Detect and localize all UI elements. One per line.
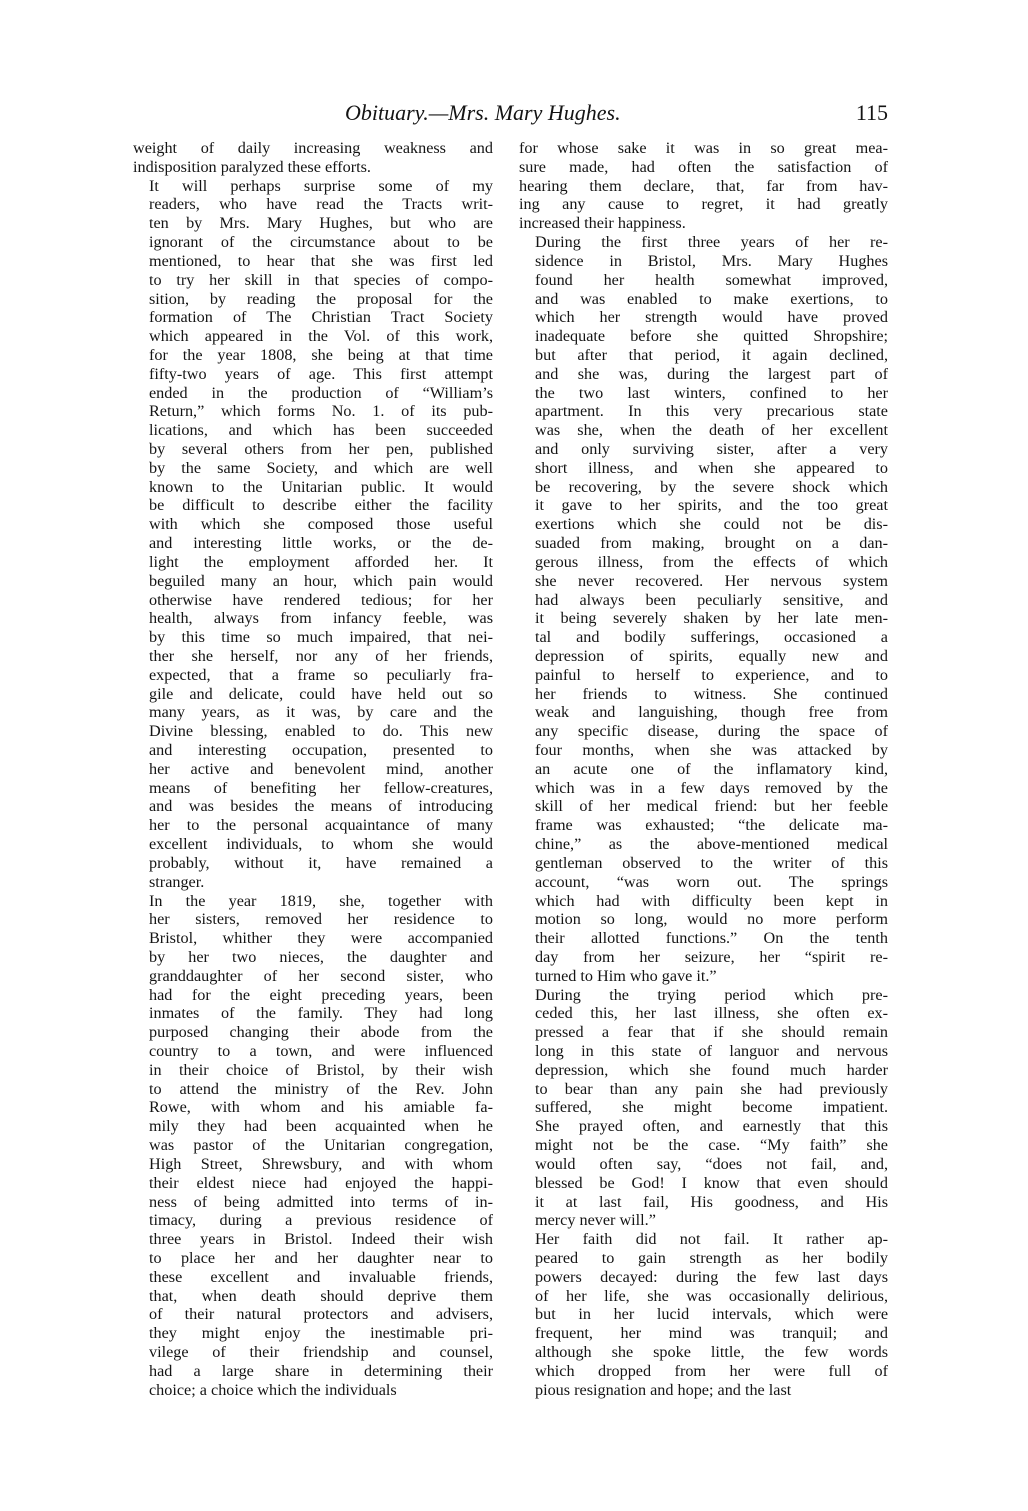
text-line: ceded this, her last illness, she often ex-: [535, 1004, 888, 1023]
text-line: Divine blessing, enabled to do. This new: [149, 722, 493, 741]
text-line: her active and benevolent mind, another: [149, 759, 493, 778]
text-line: exertions which she could not be dis-: [535, 515, 888, 534]
text-line: indisposition paralyzed these efforts.: [133, 157, 371, 176]
text-line: although she spoke little, the few words: [535, 1343, 888, 1361]
text-line: four months, when she was attacked by: [535, 741, 888, 759]
text-line: depression, which she found much harder: [535, 1060, 888, 1079]
text-line: chine,” as the above-mentioned medical: [535, 835, 888, 854]
text-line: to attend the ministry of the Rev. John: [149, 1079, 493, 1098]
text-line: vilege of their friendship and counsel,: [149, 1343, 493, 1361]
text-line: frame was exhausted; “the delicate ma-: [535, 816, 888, 835]
text-line: in their choice of Bristol, by their wish: [149, 1060, 493, 1079]
text-line: sure made, had often the satisfaction of: [519, 157, 888, 176]
text-line: probably, without it, have remained a: [149, 853, 493, 872]
text-line: gerous illness, from the effects of which: [535, 552, 888, 571]
text-line: ten by Mrs. Mary Hughes, but who are: [149, 214, 493, 233]
text-line: Return,” which forms No. 1. of its pub-: [149, 402, 493, 421]
text-line: During the trying period which pre-: [535, 985, 888, 1004]
text-line: and interesting occupation, presented to: [149, 741, 493, 759]
text-line: was she, when the death of her excellent: [535, 421, 888, 440]
left-column: [133, 139, 493, 1399]
text-line: inadequate before she quitted Shropshire;: [535, 327, 888, 346]
running-title: Obituary.—Mrs. Mary Hughes.: [345, 100, 621, 125]
text-line: these excellent and invaluable friends,: [149, 1267, 493, 1286]
text-line: painful to herself to experience, and to: [535, 665, 888, 684]
text-line: ness of being admitted into terms of in-: [149, 1192, 493, 1211]
text-line: for whose sake it was in so great mea-: [519, 139, 888, 157]
text-line: of her life, she was occasionally delirious,: [535, 1286, 888, 1305]
text-line: by several others from her pen, published: [149, 440, 493, 458]
text-line: choice; a choice which the individuals: [149, 1380, 397, 1399]
text-line: ended in the production of “William’s: [149, 383, 493, 402]
text-line: increased their happiness.: [519, 214, 686, 233]
text-line: Rowe, with whom and his amiable fa-: [149, 1098, 493, 1117]
text-line: sition, by reading the proposal for the: [149, 289, 493, 308]
text-line: mercy never will.”: [535, 1211, 656, 1230]
text-line: which appeared in the Vol. of this work,: [149, 327, 493, 346]
text-line: light the employment afforded her. It: [149, 552, 493, 571]
text-line: be recovering, by the severe shock which: [535, 477, 888, 496]
text-line: skill of her medical friend: but her feeble: [535, 797, 888, 816]
text-line: and only surviving sister, after a very: [535, 440, 888, 458]
text-line: weak and languishing, though free from: [535, 703, 888, 722]
text-line: but in her lucid intervals, which were: [535, 1305, 888, 1324]
text-line: mily they had been acquainted when he: [149, 1117, 493, 1136]
text-line: sidence in Bristol, Mrs. Mary Hughes: [535, 251, 888, 270]
text-line: During the first three years of her re-: [535, 233, 888, 252]
text-line: It will perhaps surprise some of my: [149, 176, 493, 195]
text-line: she never recovered. Her nervous system: [535, 571, 888, 590]
text-line: to try her skill in that species of compo-: [149, 270, 493, 289]
text-line: long in this state of languor and nervous: [535, 1042, 888, 1060]
text-line: readers, who have read the Tracts writ-: [149, 195, 493, 214]
text-line: and was besides the means of introducing: [149, 797, 493, 816]
text-line: powers decayed: during the few last days: [535, 1267, 888, 1286]
text-line: their eldest niece had enjoyed the happi-: [149, 1173, 493, 1192]
paragraph: [133, 892, 493, 1400]
text-line: country to a town, and were influenced: [149, 1042, 493, 1060]
text-line: granddaughter of her second sister, who: [149, 966, 493, 985]
text-line: might not be the case. “My faith” she: [535, 1136, 888, 1155]
text-line: motion so long, would no more perform: [535, 910, 888, 929]
text-line: it gave to her spirits, and the too great: [535, 496, 888, 515]
text-line: expected, that a frame so peculiarly fra-: [149, 665, 493, 684]
text-line: had a large share in determining their: [149, 1361, 493, 1380]
text-line: known to the Unitarian public. It would: [149, 477, 493, 496]
text-line: excellent individuals, to whom she would: [149, 835, 493, 854]
text-line: suaded from making, brought on a dan-: [535, 534, 888, 553]
text-line: otherwise have rendered tedious; for her: [149, 590, 493, 609]
text-line: by the same Society, and which are well: [149, 458, 493, 477]
text-line: means of benefiting her fellow-creatures,: [149, 778, 493, 797]
text-line: an acute one of the inflamatory kind,: [535, 759, 888, 778]
text-line: formation of The Christian Tract Society: [149, 308, 493, 327]
text-line: fifty-two years of age. This first attempt: [149, 364, 493, 383]
text-line: lications, and which has been succeeded: [149, 421, 493, 440]
text-line: In the year 1819, she, together with: [149, 891, 493, 910]
text-line: to place her and her daughter near to: [149, 1248, 493, 1267]
text-line: would often say, “does not fail, and,: [535, 1154, 888, 1173]
text-line: had for the eight preceding years, been: [149, 985, 493, 1004]
text-line: pressed a fear that if she should remain: [535, 1023, 888, 1042]
page-number: 115: [855, 100, 888, 125]
text-line: that, when death should deprive them: [149, 1286, 493, 1305]
text-line: frequent, her mind was tranquil; and: [535, 1324, 888, 1343]
right-column: [519, 139, 888, 1399]
text-line: by this time so much impaired, that nei-: [149, 628, 493, 647]
text-line: mentioned, to hear that she was first led: [149, 251, 493, 270]
text-line: which had with difficulty been kept in: [535, 891, 888, 910]
paragraph: [519, 1230, 888, 1399]
text-line: which was in a few days removed by the: [535, 778, 888, 797]
text-line: health, always from infancy feeble, was: [149, 609, 493, 628]
text-line: which her strength would have proved: [535, 308, 888, 327]
paragraph: [519, 233, 888, 986]
text-line: hearing them declare, that, far from hav-: [519, 176, 888, 195]
text-line: three years in Bristol. Indeed their wish: [149, 1230, 493, 1249]
paragraph: [133, 139, 493, 177]
text-line: her to the personal acquaintance of many: [149, 816, 493, 835]
text-line: weight of daily increasing weakness and: [133, 139, 493, 157]
text-line: Her faith did not fail. It rather ap-: [535, 1230, 888, 1249]
text-line: gentleman observed to the writer of this: [535, 853, 888, 872]
paragraph: [519, 986, 888, 1231]
text-line: their allotted functions.” On the tenth: [535, 929, 888, 948]
paragraph: [519, 139, 888, 233]
running-head: [345, 96, 888, 130]
text-line: turned to Him who gave it.”: [535, 966, 717, 985]
text-line: with which she composed those useful: [149, 515, 493, 534]
text-line: it at last fail, His goodness, and His: [535, 1192, 888, 1211]
text-line: by her two nieces, the daughter and: [149, 947, 493, 966]
text-line: day from her seizure, her “spirit re-: [535, 947, 888, 966]
text-line: found her health somewhat improved,: [535, 270, 888, 289]
text-line: suffered, she might become impatient.: [535, 1098, 888, 1117]
text-line: but after that period, it again declined,: [535, 345, 888, 364]
text-line: High Street, Shrewsbury, and with whom: [149, 1154, 493, 1173]
text-line: Bristol, whither they were accompanied: [149, 929, 493, 948]
text-line: many years, as it was, by care and the: [149, 703, 493, 722]
text-line: peared to gain strength as her bodily: [535, 1248, 888, 1267]
text-line: account, “was worn out. The springs: [535, 872, 888, 891]
text-line: beguiled many an hour, which pain would: [149, 571, 493, 590]
text-line: timacy, during a previous residence of: [149, 1211, 493, 1230]
text-line: which dropped from her were full of: [535, 1361, 888, 1380]
text-line: blessed be God! I know that even should: [535, 1173, 888, 1192]
text-line: tal and bodily sufferings, occasioned a: [535, 628, 888, 647]
text-line: apartment. In this very precarious state: [535, 402, 888, 421]
text-line: it being severely shaken by her late men-: [535, 609, 888, 628]
text-line: they might enjoy the inestimable pri-: [149, 1324, 493, 1343]
text-line: gile and delicate, could have held out so: [149, 684, 493, 703]
text-line: short illness, and when she appeared to: [535, 458, 888, 477]
text-line: inmates of the family. They had long: [149, 1004, 493, 1023]
text-line: for the year 1808, she being at that time: [149, 345, 493, 364]
text-line: was pastor of the Unitarian congregation,: [149, 1136, 493, 1155]
text-line: She prayed often, and earnestly that this: [535, 1117, 888, 1136]
text-line: her friends to witness. She continued: [535, 684, 888, 703]
text-line: pious resignation and hope; and the last: [535, 1380, 792, 1399]
text-line: ignorant of the circumstance about to be: [149, 233, 493, 252]
text-line: her sisters, removed her residence to: [149, 910, 493, 929]
text-line: the two last winters, confined to her: [535, 383, 888, 402]
text-line: to bear than any pain she had previously: [535, 1079, 888, 1098]
text-line: ther she herself, nor any of her friends,: [149, 646, 493, 665]
text-line: and she was, during the largest part of: [535, 364, 888, 383]
text-line: stranger.: [149, 872, 205, 891]
text-line: and interesting little works, or the de-: [149, 534, 493, 553]
text-line: had always been peculiarly sensitive, and: [535, 590, 888, 609]
text-line: ing any cause to regret, it had greatly: [519, 195, 888, 214]
text-line: purposed changing their abode from the: [149, 1023, 493, 1042]
paragraph: [133, 177, 493, 892]
text-line: any specific disease, during the space of: [535, 722, 888, 741]
text-line: be difficult to describe either the facility: [149, 496, 493, 515]
text-line: of their natural protectors and advisers,: [149, 1305, 493, 1324]
text-line: and was enabled to make exertions, to: [535, 289, 888, 308]
text-line: depression of spirits, equally new and: [535, 646, 888, 665]
